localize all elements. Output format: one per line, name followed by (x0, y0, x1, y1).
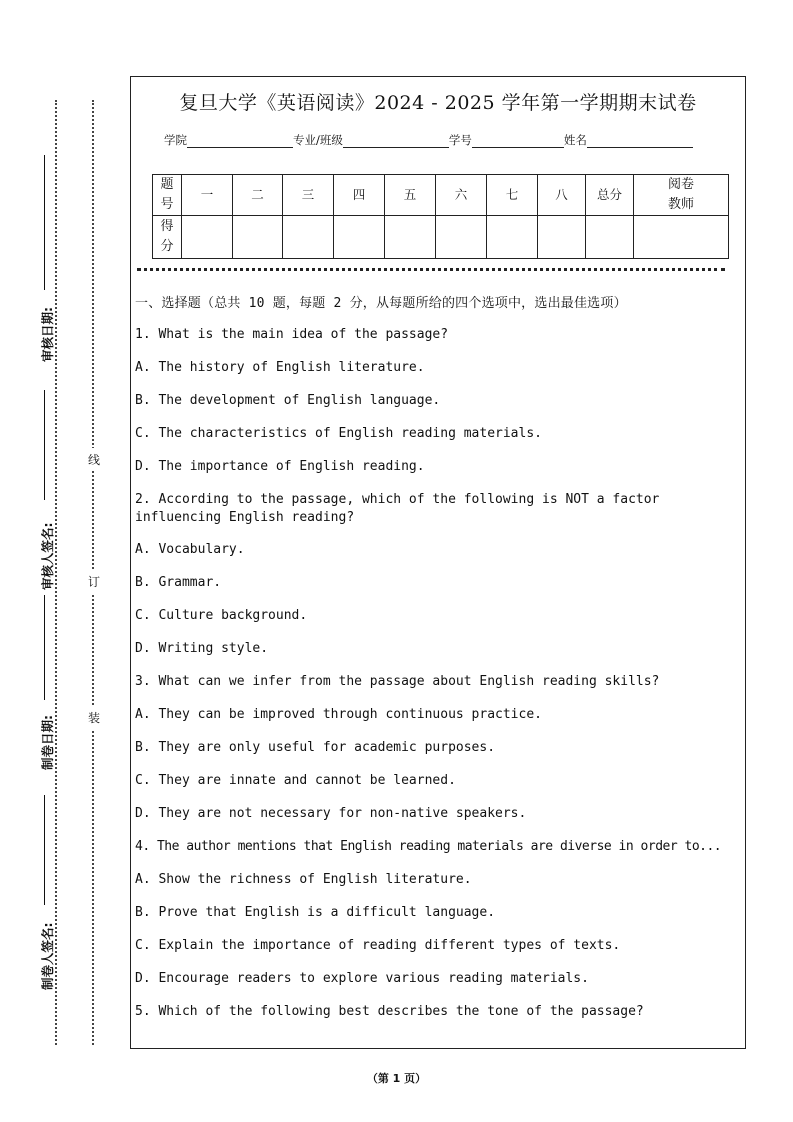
option: B. The development of English language. (135, 393, 441, 408)
option: C. The characteristics of English reading materials. (135, 426, 542, 441)
header-cell: 五 (385, 175, 436, 216)
field-name-blank[interactable] (587, 135, 693, 148)
option: D. Encourage readers to explore various reading materials. (135, 971, 589, 986)
question-text: 1. What is the main idea of the passage? (135, 327, 449, 342)
field-college-label: 学院 (164, 133, 187, 147)
score-cell[interactable] (233, 216, 283, 259)
score-cell[interactable] (283, 216, 334, 259)
option: C. Culture background. (135, 608, 308, 623)
question-text: 3. What can we infer from the passage about English reading skills? (135, 674, 660, 689)
option: A. Show the richness of English literature. (135, 872, 472, 887)
header-grader: 阅卷教师 (634, 175, 729, 216)
score-cell[interactable] (334, 216, 385, 259)
preparer-signature-line (44, 795, 45, 905)
score-cell[interactable] (182, 216, 233, 259)
option: C. They are innate and cannot be learned. (135, 773, 456, 788)
prepare-date-label: 制卷日期: (40, 715, 55, 770)
option: A. They can be improved through continuous practice. (135, 707, 542, 722)
field-college-blank[interactable] (187, 135, 293, 148)
header-cell: 六 (436, 175, 487, 216)
reviewer-signature-line (44, 390, 45, 500)
question-text: 4. The author mentions that English reading materials are diverse in order to... (135, 839, 722, 854)
exam-frame (130, 76, 746, 1049)
score-cell-total[interactable] (586, 216, 634, 259)
field-name-label: 姓名 (563, 133, 587, 147)
section-heading: 一、选择题（总共 10 题，每题 2 分，从每题所给的四个选项中，选出最佳选项） (135, 296, 627, 311)
option: D. The importance of English reading. (135, 459, 425, 474)
question-text: 2. According to the passage, which of the following is NOT a factor influencing English reading? (135, 492, 668, 525)
field-major-blank[interactable] (343, 135, 449, 148)
score-header-row (153, 175, 729, 216)
bind-char-xian: 线 (88, 448, 98, 471)
option: D. Writing style. (135, 641, 269, 656)
student-info-row (164, 132, 693, 148)
option: B. They are only useful for academic purposes. (135, 740, 496, 755)
question-list (135, 292, 741, 1036)
score-cell[interactable] (487, 216, 538, 259)
score-cell[interactable] (538, 216, 586, 259)
option: D. They are not necessary for non-native speakers. (135, 806, 527, 821)
score-cell-grader[interactable] (634, 216, 729, 259)
option: A. Vocabulary. (135, 542, 245, 557)
prepare-date-line (44, 595, 45, 700)
reviewer-signature-label: 审核人签名: (40, 522, 55, 590)
preparer-signature-label: 制卷人签名: (40, 922, 55, 990)
question-text: 5. Which of the following best describes the tone of the passage? (135, 1004, 644, 1019)
score-value-row (153, 216, 729, 259)
exam-title: 复旦大学《英语阅读》2024 - 2025 学年第一学期期末试卷 (179, 92, 697, 114)
header-cell: 八 (538, 175, 586, 216)
field-major-label: 专业/班级 (293, 133, 343, 147)
bind-char-zhuang: 装 (88, 706, 98, 729)
option: A. The history of English literature. (135, 360, 425, 375)
header-cell: 一 (182, 175, 233, 216)
page-footer: （第 1 页） (366, 1072, 427, 1085)
row-label-score: 得分 (153, 216, 182, 259)
header-cell: 七 (487, 175, 538, 216)
header-cell: 三 (283, 175, 334, 216)
score-table (152, 174, 729, 259)
review-date-line (44, 155, 45, 290)
header-total: 总分 (586, 175, 634, 216)
score-cell[interactable] (385, 216, 436, 259)
option: C. Explain the importance of reading different types of texts. (135, 938, 621, 953)
score-cell[interactable] (436, 216, 487, 259)
field-id-label: 学号 (448, 133, 472, 147)
header-cell: 二 (233, 175, 283, 216)
bind-char-ding: 订 (88, 570, 98, 593)
option: B. Prove that English is a difficult language. (135, 905, 496, 920)
header-question-number: 题号 (153, 175, 182, 216)
review-date-label: 审核日期: (40, 307, 55, 362)
dotted-separator (137, 268, 725, 271)
option: B. Grammar. (135, 575, 222, 590)
field-id-blank[interactable] (472, 135, 564, 148)
header-cell: 四 (334, 175, 385, 216)
